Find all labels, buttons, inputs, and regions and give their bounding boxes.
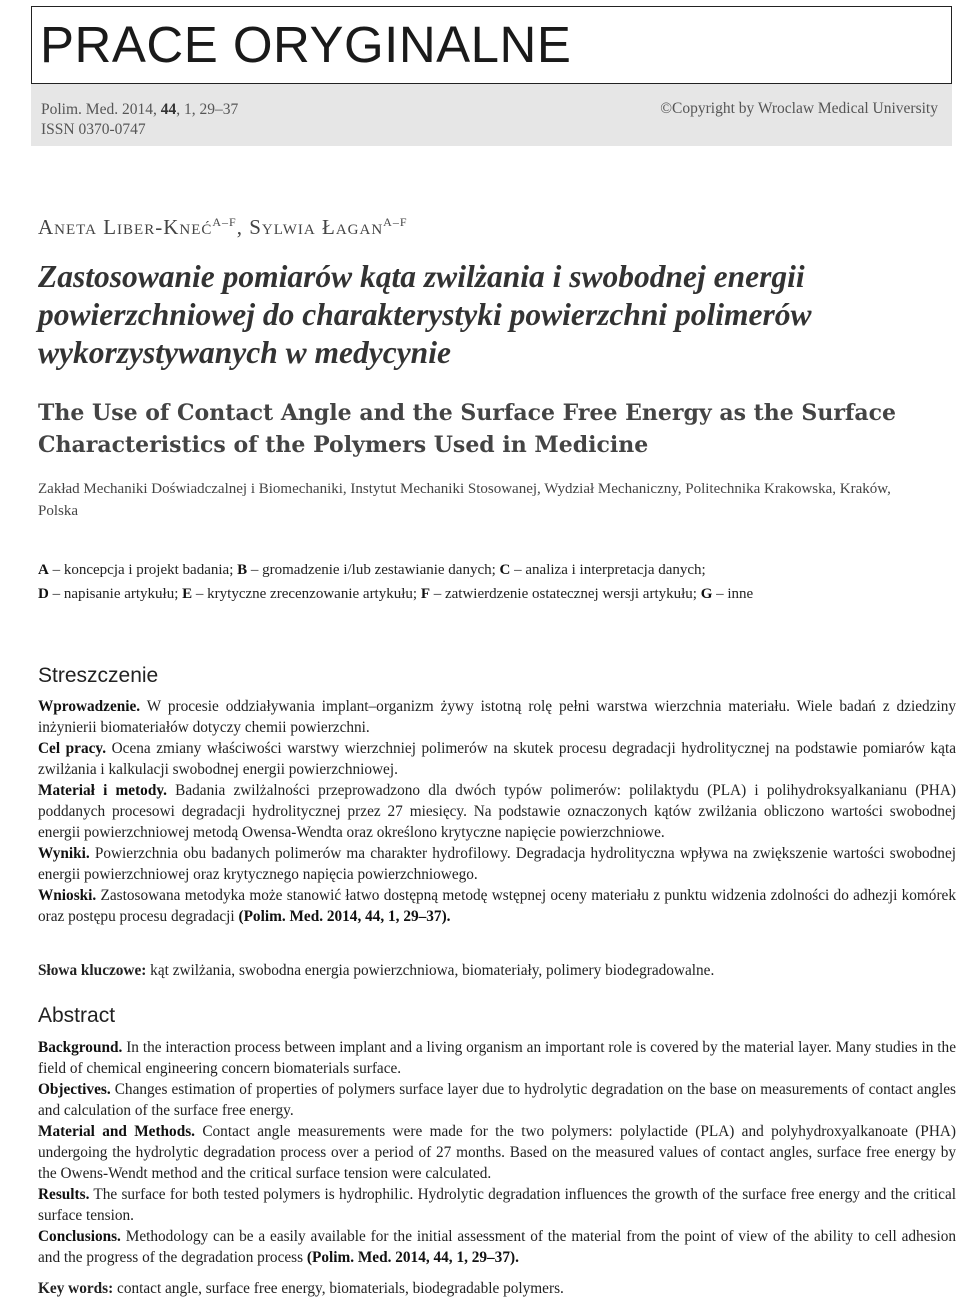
contribution-letter: F — [420, 586, 430, 602]
authors — [38, 215, 408, 240]
abstract-paragraph — [38, 843, 956, 885]
contribution-text: – zatwierdzenie ostatecznej wersji artykułu; — [429, 586, 701, 602]
contribution-letter: A — [38, 562, 49, 578]
author-name: Sylwia Łagan — [249, 215, 384, 239]
section-label: Wprowadzenie. — [38, 698, 141, 715]
author-separator: , — [236, 215, 250, 239]
issn: ISSN 0370-0747 — [41, 121, 146, 138]
abstract-paragraph — [38, 780, 956, 843]
contribution-text: – analiza i interpretacja danych; — [510, 562, 706, 578]
citation-bar — [31, 84, 952, 146]
keywords-text: kąt zwilżania, swobodna energia powierzchniowa, biomateriały, polimery biodegradowalne. — [146, 962, 715, 979]
abstract-paragraph — [38, 1037, 956, 1079]
abstract-paragraph — [38, 1079, 956, 1121]
abstract-paragraph — [38, 1226, 956, 1268]
streszczenie-heading: Streszczenie — [38, 664, 159, 687]
citation-suffix: , 1, 29–37 — [176, 101, 239, 118]
contribution-letter: B — [237, 562, 248, 578]
abstract-paragraph — [38, 885, 956, 927]
contribution-letter: C — [499, 562, 511, 578]
streszczenie-body — [38, 696, 956, 927]
section-text: Zastosowana metodyka może stanowić łatwo dostępną metodę wstępnej oceny materiału z punktu widzenia zdolności do adhezji komórek oraz postępu procesu degradacji — [38, 887, 956, 925]
section-label: Results. — [38, 1186, 90, 1203]
citation — [41, 100, 238, 140]
section-label: Materiał i metody. — [38, 782, 167, 799]
section-text: Methodology can be a easily available for the initial assessment of the material from the point of view of the ability to cell adhesion and the progress of the degradation process — [38, 1228, 956, 1266]
keywords-english — [38, 1278, 956, 1299]
contribution-text: – inne — [712, 586, 754, 602]
title-english: The Use of Contact Angle and the Surface Free Energy as the Surface Characteristics of the Polymers Used in Medicine — [38, 400, 897, 458]
contribution-text: – napisanie artykułu; — [48, 586, 183, 602]
abstract-heading: Abstract — [38, 1004, 116, 1027]
section-title: PRACE ORYGINALNE — [40, 16, 572, 73]
contribution-text: – gromadzenie i/lub zestawianie danych; — [247, 562, 500, 578]
contribution-letter: D — [38, 586, 49, 602]
section-label: Cel pracy. — [38, 740, 107, 757]
contribution-legend — [38, 558, 938, 606]
section-text: Changes estimation of properties of polymers surface layer due to hydrolytic degradation on the base on measurements of contact angles and calculation of the surface free energy. — [38, 1081, 956, 1119]
copyright: ©Copyright by Wroclaw Medical University — [660, 100, 938, 117]
section-text: Badania zwilżalności przeprowadzono dla dwóch typów polimerów: polilaktydu (PLA) i polihydroksyalkanianu (PHA) poddanych procesowi degradacji hydrolitycznej przez 27 miesięcy. Na podstawie oznaczonych kątów zwilżania obliczono wartości swobodnej energii powierzchniowej metodą Owensa-Wendta oraz określono krytyczne napięcie powierzchniowe. — [38, 782, 956, 841]
section-label: Wyniki. — [38, 845, 90, 862]
abstract-paragraph — [38, 1121, 956, 1184]
section-label: Wnioski. — [38, 887, 97, 904]
section-text: Ocena zmiany właściwości warstwy wierzchniej polimerów na skutek procesu degradacji hydrolitycznej na podstawie pomiarów kąta zwilżania i kalkulacji swobodnej energii powierzchniowej. — [38, 740, 956, 778]
section-text: Contact angle measurements were made for the two polymers: polylactide (PLA) and polyhydroxyalkanoate (PHA) undergoing the hydrolytic degradation process over a period of 27 months. Based on the measured values of contact angles, surface free energy by the Owens-Wendt method and the critical surface tension were calculated. — [38, 1123, 957, 1182]
citation-ref: (Polim. Med. 2014, 44, 1, 29–37). — [306, 1249, 519, 1266]
keywords-label: Key words: — [38, 1280, 114, 1297]
section-label: Conclusions. — [38, 1228, 121, 1245]
section-text: In the interaction process between implant and a living organism an important role is covered by the material layer. Many studies in the field of chemical engineering concern biomaterials surface. — [38, 1039, 956, 1077]
section-text: Powierzchnia obu badanych polimerów ma charakter hydrofilowy. Degradacja hydrolityczna wpływa na zwiększenie wartości swobodnej energii powierzchniowej oraz krytycznego napięcia powierzchniowego. — [38, 845, 956, 883]
citation-volume: 44 — [160, 101, 177, 118]
contribution-letter: G — [700, 586, 713, 602]
abstract-body — [38, 1037, 956, 1268]
contribution-text: – krytyczne zrecenzowanie artykułu; — [192, 586, 421, 602]
abstract-paragraph — [38, 696, 956, 738]
section-text: The surface for both tested polymers is hydrophilic. Hydrolytic degradation influences the growth of the surface free energy and the critical surface tension. — [38, 1186, 956, 1224]
contribution-letter: E — [182, 586, 193, 602]
keywords-text: contact angle, surface free energy, biomaterials, biodegradable polymers. — [113, 1280, 564, 1297]
section-text: W procesie oddziaływania implant–organizm żywy istotną rolę pełni warstwa wierzchnia materiału. Wiele badań z dziedziny inżynierii biomateriałów dotyczy chemii powierzchni. — [38, 698, 956, 736]
author-name: Aneta Liber-Kneć — [38, 215, 213, 239]
section-label: Material and Methods. — [38, 1123, 195, 1140]
abstract-paragraph — [38, 1184, 956, 1226]
contribution-text: – koncepcja i projekt badania; — [48, 562, 238, 578]
section-label: Background. — [38, 1039, 123, 1056]
affiliation: Zakład Mechaniki Doświadczalnej i Biomechaniki, Instytut Mechaniki Stosowanej, Wydział Mechaniczny, Politechnika Krakowska, Kraków, Polska — [38, 481, 891, 519]
section-label: Objectives. — [38, 1081, 111, 1098]
journal-section-header — [31, 6, 952, 84]
author-contribution: A–F — [383, 215, 408, 229]
author-contribution: A–F — [212, 215, 237, 229]
keywords-polish — [38, 960, 956, 981]
title-polish: Zastosowanie pomiarów kąta zwilżania i swobodnej energii powierzchniowej do charakterystyki powierzchni polimerów wykorzystywanych w medycynie — [38, 259, 812, 370]
citation-ref: (Polim. Med. 2014, 44, 1, 29–37). — [238, 908, 451, 925]
abstract-paragraph — [38, 738, 956, 780]
citation-prefix: Polim. Med. 2014, — [41, 101, 161, 118]
keywords-label: Słowa kluczowe: — [38, 962, 147, 979]
